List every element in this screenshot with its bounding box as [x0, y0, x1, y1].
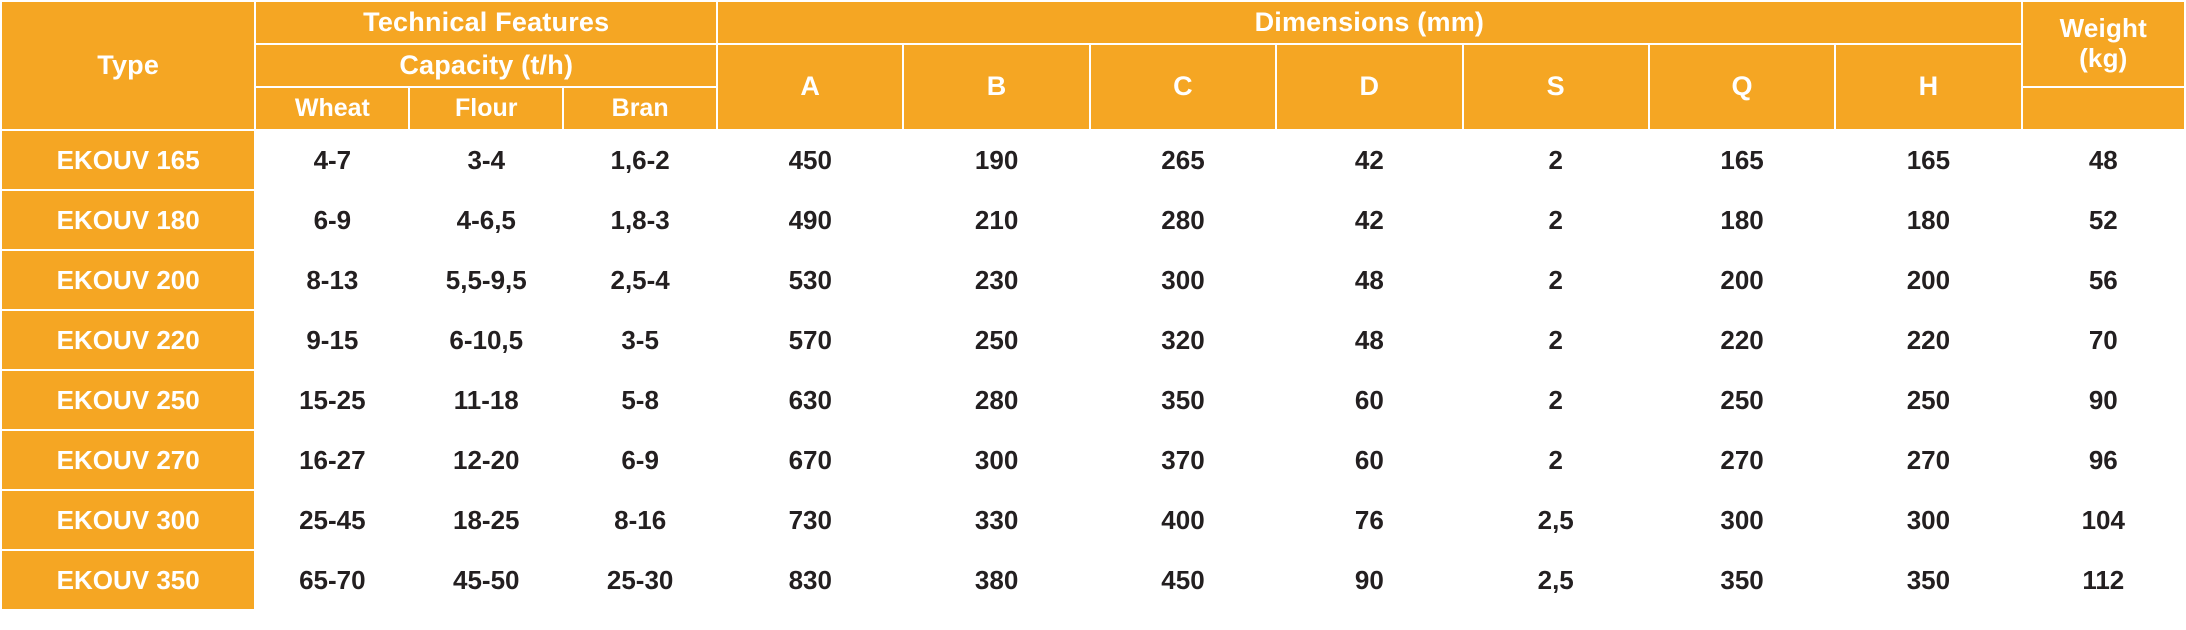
cell-flour: 5,5-9,5 [409, 250, 563, 310]
cell-bran: 6-9 [563, 430, 717, 490]
cell-c: 320 [1090, 310, 1276, 370]
cell-q: 180 [1649, 190, 1835, 250]
cell-s: 2 [1463, 430, 1649, 490]
cell-d: 60 [1276, 430, 1462, 490]
table-row [1, 250, 2185, 310]
header-weight-line1: Weight [2059, 13, 2147, 44]
cell-h: 350 [1835, 550, 2021, 610]
cell-h: 180 [1835, 190, 2021, 250]
header-dim-b: B [903, 44, 1089, 130]
cell-wheat: 8-13 [255, 250, 409, 310]
cell-b: 280 [903, 370, 1089, 430]
cell-a: 730 [717, 490, 903, 550]
cell-q: 200 [1649, 250, 1835, 310]
cell-b: 230 [903, 250, 1089, 310]
cell-b: 210 [903, 190, 1089, 250]
cell-type: EKOUV 250 [1, 370, 255, 430]
cell-bran: 2,5-4 [563, 250, 717, 310]
cell-b: 250 [903, 310, 1089, 370]
header-dim-s: S [1463, 44, 1649, 130]
cell-weight: 56 [2022, 250, 2185, 310]
cell-b: 300 [903, 430, 1089, 490]
cell-wheat: 4-7 [255, 130, 409, 190]
cell-type: EKOUV 200 [1, 250, 255, 310]
cell-s: 2,5 [1463, 550, 1649, 610]
cell-wheat: 6-9 [255, 190, 409, 250]
cell-wheat: 25-45 [255, 490, 409, 550]
cell-d: 76 [1276, 490, 1462, 550]
cell-type: EKOUV 180 [1, 190, 255, 250]
table-row [1, 430, 2185, 490]
cell-a: 670 [717, 430, 903, 490]
cell-flour: 4-6,5 [409, 190, 563, 250]
header-dim-q: Q [1649, 44, 1835, 130]
cell-a: 830 [717, 550, 903, 610]
table-row [1, 190, 2185, 250]
cell-bran: 8-16 [563, 490, 717, 550]
cell-weight: 104 [2022, 490, 2185, 550]
cell-bran: 25-30 [563, 550, 717, 610]
cell-c: 370 [1090, 430, 1276, 490]
header-dim-h: H [1835, 44, 2021, 130]
cell-h: 250 [1835, 370, 2021, 430]
cell-h: 270 [1835, 430, 2021, 490]
cell-type: EKOUV 270 [1, 430, 255, 490]
cell-d: 48 [1276, 310, 1462, 370]
cell-q: 250 [1649, 370, 1835, 430]
cell-c: 350 [1090, 370, 1276, 430]
table-row [1, 310, 2185, 370]
cell-type: EKOUV 220 [1, 310, 255, 370]
cell-h: 220 [1835, 310, 2021, 370]
header-weight [2022, 1, 2185, 87]
header-dim-c: C [1090, 44, 1276, 130]
table-row [1, 550, 2185, 610]
cell-c: 300 [1090, 250, 1276, 310]
cell-q: 270 [1649, 430, 1835, 490]
header-capacity-bran: Bran [563, 87, 717, 130]
cell-wheat: 16-27 [255, 430, 409, 490]
cell-c: 280 [1090, 190, 1276, 250]
cell-weight: 112 [2022, 550, 2185, 610]
cell-h: 165 [1835, 130, 2021, 190]
cell-d: 42 [1276, 130, 1462, 190]
cell-q: 350 [1649, 550, 1835, 610]
cell-type: EKOUV 350 [1, 550, 255, 610]
cell-d: 90 [1276, 550, 1462, 610]
header-weight-line2: (kg) [2079, 43, 2128, 73]
header-capacity: Capacity (t/h) [255, 44, 717, 87]
cell-flour: 45-50 [409, 550, 563, 610]
table-row [1, 130, 2185, 190]
header-weight-spacer [2022, 87, 2185, 130]
cell-flour: 11-18 [409, 370, 563, 430]
header-type: Type [1, 1, 255, 130]
cell-bran: 1,6-2 [563, 130, 717, 190]
table-row [1, 490, 2185, 550]
header-row-2 [1, 44, 2185, 87]
cell-c: 450 [1090, 550, 1276, 610]
cell-b: 190 [903, 130, 1089, 190]
cell-s: 2 [1463, 250, 1649, 310]
table-row [1, 370, 2185, 430]
cell-weight: 48 [2022, 130, 2185, 190]
cell-b: 380 [903, 550, 1089, 610]
cell-weight: 52 [2022, 190, 2185, 250]
header-dim-d: D [1276, 44, 1462, 130]
cell-a: 490 [717, 190, 903, 250]
cell-d: 60 [1276, 370, 1462, 430]
cell-wheat: 65-70 [255, 550, 409, 610]
cell-bran: 5-8 [563, 370, 717, 430]
cell-bran: 1,8-3 [563, 190, 717, 250]
cell-bran: 3-5 [563, 310, 717, 370]
cell-b: 330 [903, 490, 1089, 550]
header-capacity-flour: Flour [409, 87, 563, 130]
cell-h: 300 [1835, 490, 2021, 550]
cell-weight: 70 [2022, 310, 2185, 370]
header-row-1 [1, 1, 2185, 44]
cell-a: 450 [717, 130, 903, 190]
cell-type: EKOUV 300 [1, 490, 255, 550]
cell-s: 2 [1463, 190, 1649, 250]
cell-q: 220 [1649, 310, 1835, 370]
cell-flour: 6-10,5 [409, 310, 563, 370]
header-dim-a: A [717, 44, 903, 130]
cell-d: 42 [1276, 190, 1462, 250]
cell-c: 400 [1090, 490, 1276, 550]
cell-q: 300 [1649, 490, 1835, 550]
header-technical-features: Technical Features [255, 1, 717, 44]
cell-wheat: 15-25 [255, 370, 409, 430]
cell-s: 2 [1463, 370, 1649, 430]
cell-a: 630 [717, 370, 903, 430]
cell-type: EKOUV 165 [1, 130, 255, 190]
cell-a: 570 [717, 310, 903, 370]
cell-flour: 3-4 [409, 130, 563, 190]
cell-flour: 18-25 [409, 490, 563, 550]
cell-flour: 12-20 [409, 430, 563, 490]
table-body [1, 130, 2185, 610]
cell-weight: 96 [2022, 430, 2185, 490]
table-header [1, 1, 2185, 130]
cell-d: 48 [1276, 250, 1462, 310]
cell-s: 2 [1463, 310, 1649, 370]
cell-weight: 90 [2022, 370, 2185, 430]
header-capacity-wheat: Wheat [255, 87, 409, 130]
cell-s: 2,5 [1463, 490, 1649, 550]
cell-q: 165 [1649, 130, 1835, 190]
cell-wheat: 9-15 [255, 310, 409, 370]
cell-a: 530 [717, 250, 903, 310]
cell-h: 200 [1835, 250, 2021, 310]
cell-c: 265 [1090, 130, 1276, 190]
cell-s: 2 [1463, 130, 1649, 190]
header-dimensions: Dimensions (mm) [717, 1, 2022, 44]
